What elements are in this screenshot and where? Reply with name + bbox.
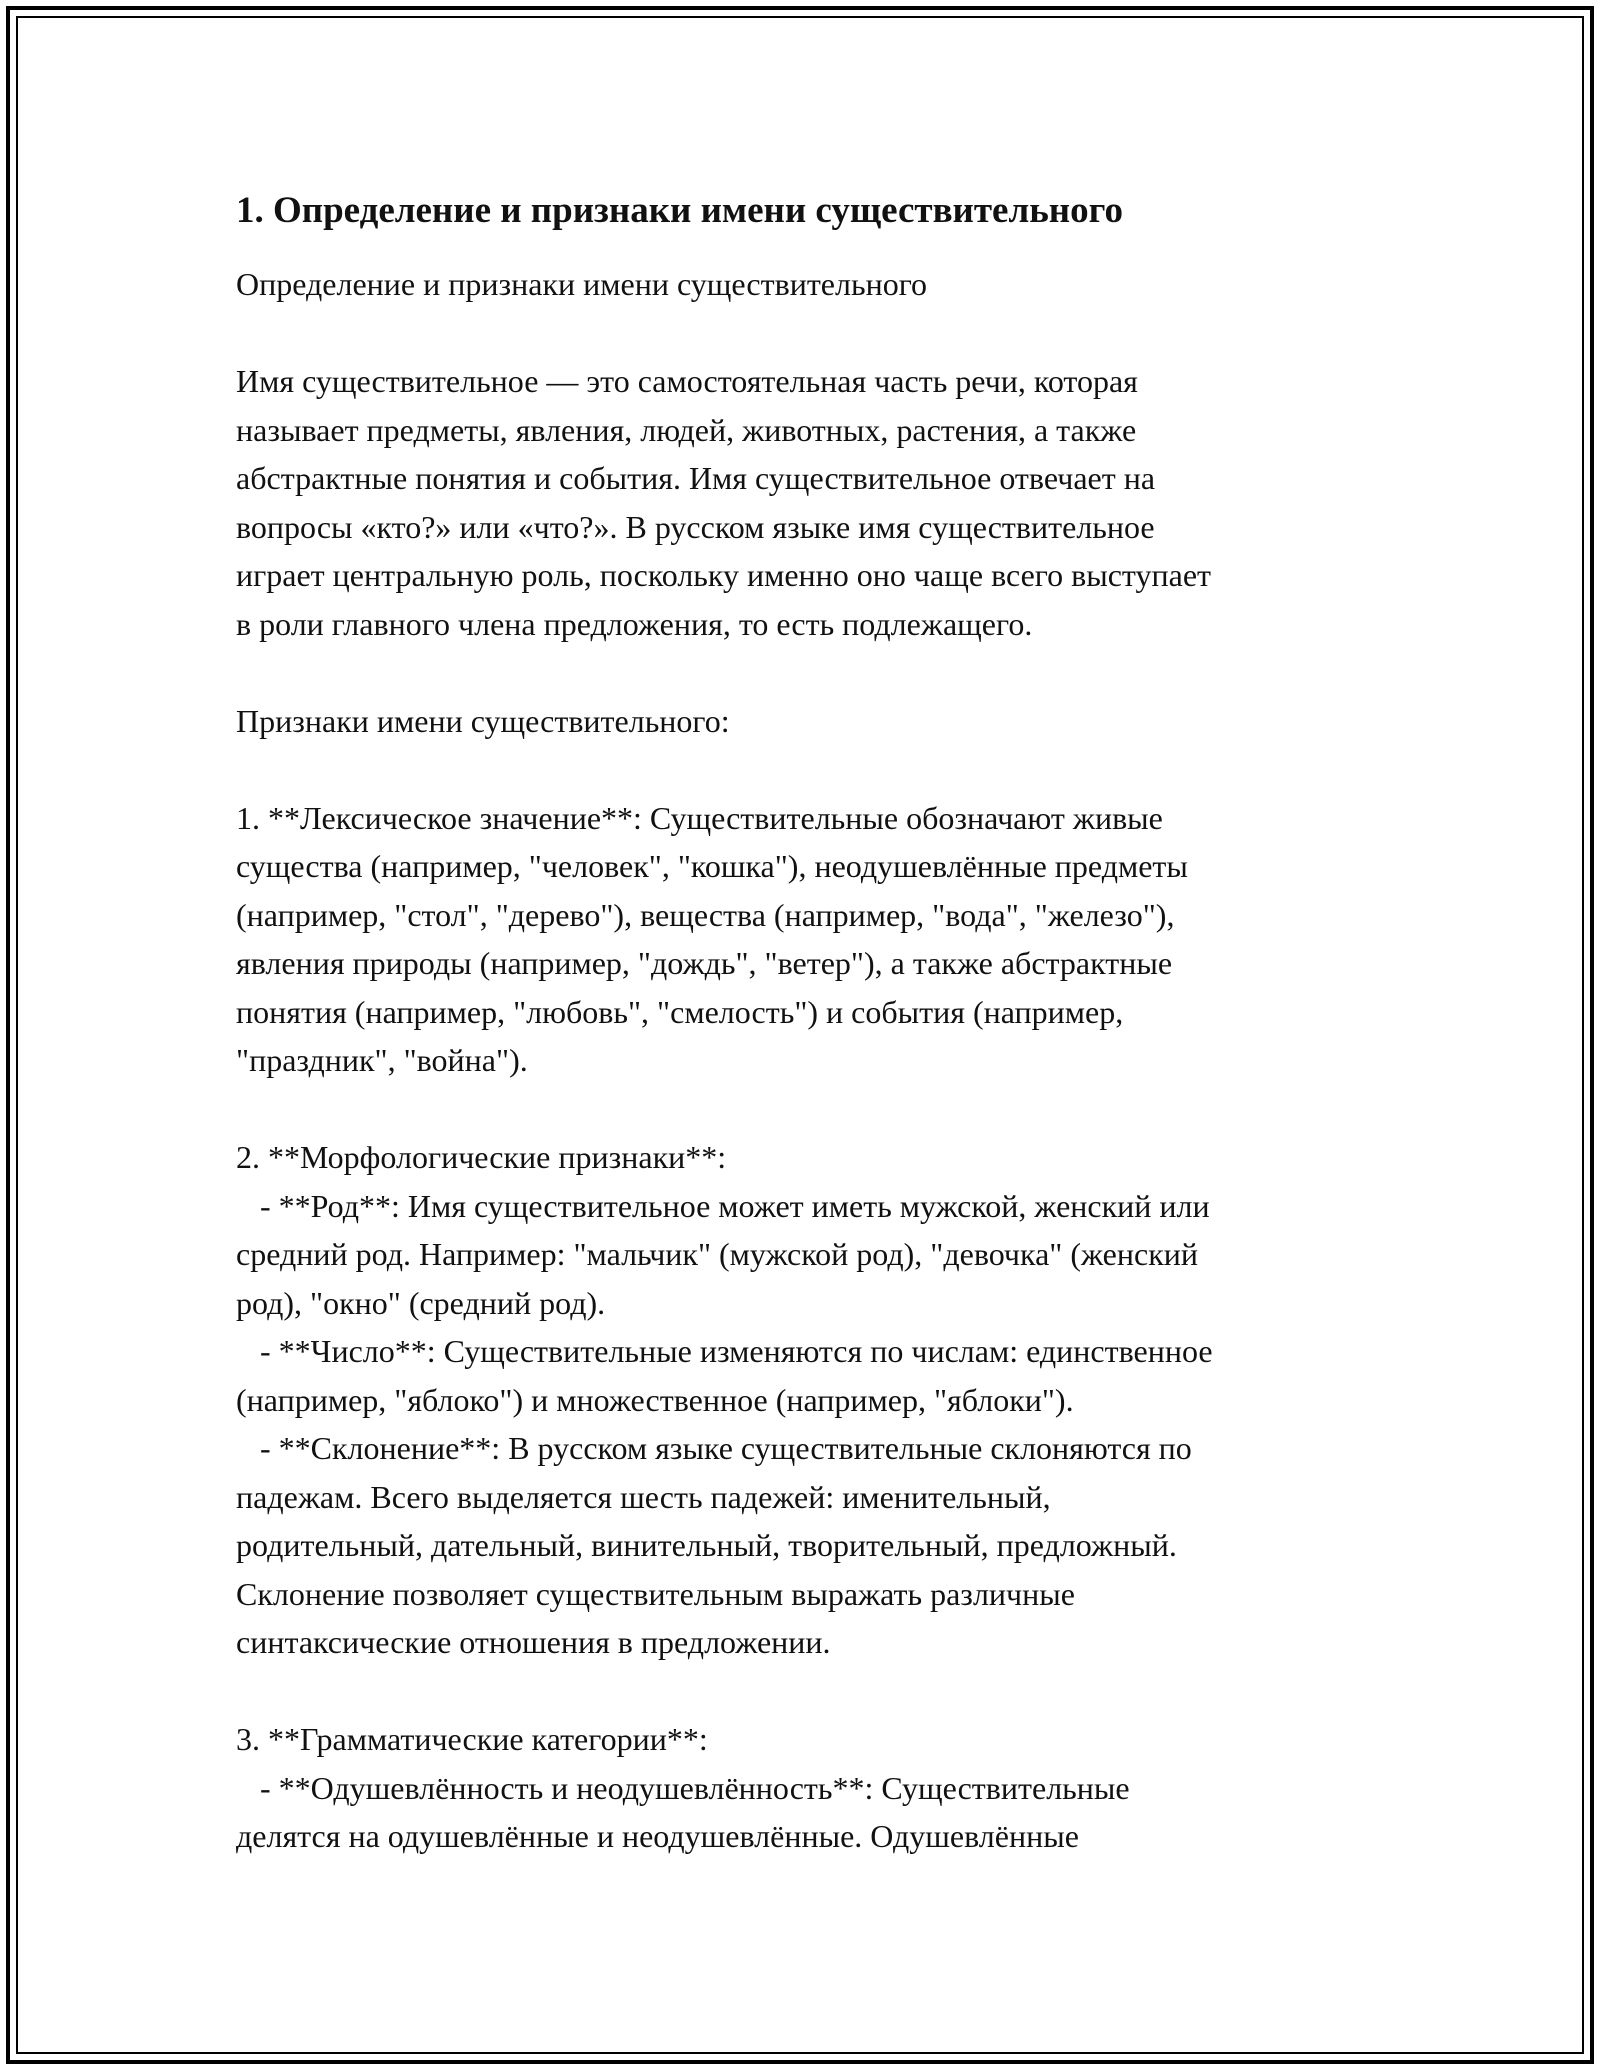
paragraph-gap: [236, 745, 1366, 794]
list-item-grammatical: 3. **Грамматические категории**: - **Одушевлённость и неодушевлённость**: Существительные делятся на одушевлённые и неодушевлённые. Одушевлённые: [236, 1721, 1130, 1854]
paragraph-gap: [236, 1667, 1366, 1716]
paragraph-gap: [236, 309, 1366, 358]
paragraph-gap: [236, 648, 1366, 697]
document-subtitle: Определение и признаки имени существительного: [236, 266, 928, 302]
paragraph-gap: [236, 1085, 1366, 1134]
signs-heading: Признаки имени существительного:: [236, 702, 730, 739]
document-body: [236, 186, 1366, 1861]
list-item-lexical: 1. **Лексическое значение**: Существительные обозначают живые существа (например, "человек", "кошка"), неодушевлённые предметы (например, "стол", "дерево"), вещества (например, "вода", "железо"), явления природы (например, "дождь", "ветер"), а также абстрактные понятия (например, "любовь", "смелость") и события (например, "праздник", "война").: [236, 799, 1188, 1078]
document-title: 1. Определение и признаки имени существительного: [236, 190, 1123, 231]
intro-paragraph: Имя существительное — это самостоятельная часть речи, которая называет предметы, явления, людей, животных, растения, а также абстрактные понятия и события. Имя существительное отвечает на вопросы «кто?» или «что?». В русском языке имя существительное играет центральную роль, поскольку именно оно чаще всего выступает в роли главного члена предложения, то есть подлежащего.: [236, 363, 1211, 642]
list-item-morphological: 2. **Морфологические признаки**: - **Род**: Имя существительное может иметь мужской, женский или средний род. Например: "мальчик" (мужской род), "девочка" (женский род), "окно" (средний род). - **Число**: Существительные изменяются по числам: единственное (например, "яблоко") и множественное (например, "яблоки"). - **Склонение**: В русском языке существительные склоняются по падежам. Всего выделяется шесть падежей: именительный, родительный, дательный, винительный, творительный, предложный. Склонение позволяет существительным выражать различные синтаксические отношения в предложении.: [236, 1139, 1213, 1660]
